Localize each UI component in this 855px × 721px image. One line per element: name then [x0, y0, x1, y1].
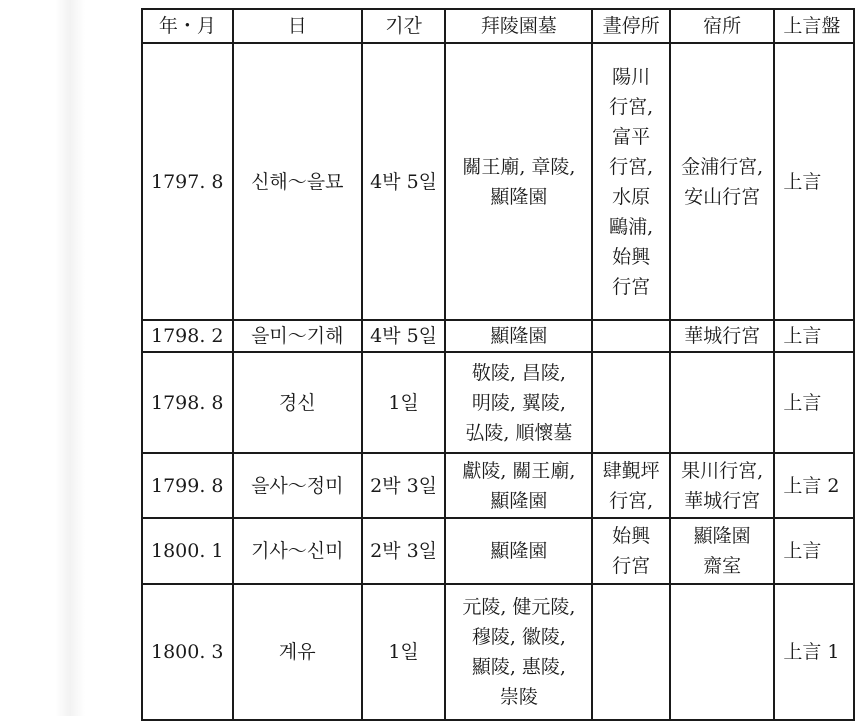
visits-line: 顯隆園 — [490, 540, 548, 562]
lodging-line: 華城行宮 — [684, 325, 761, 347]
month-cell: 1799. 8 — [142, 453, 233, 518]
visits-line: 崇陵 — [499, 686, 538, 708]
stop-cell — [592, 352, 669, 453]
stop-cell — [592, 584, 669, 720]
table-row — [142, 352, 854, 453]
petition-cell: 上言 1 — [774, 584, 854, 720]
lodging-line: 金浦行宮, — [681, 155, 764, 178]
visits-line: 顯陵, 惠陵, — [471, 656, 566, 678]
stop-line: 行宮 — [612, 555, 651, 577]
petition-cell: 上言 — [774, 320, 854, 352]
month-cell: 1798. 2 — [142, 320, 233, 352]
stop-cell — [592, 518, 669, 584]
visits-line: 元陵, 健元陵, — [462, 596, 576, 618]
table-row — [142, 518, 854, 584]
day-cell: 신해～을묘 — [233, 43, 362, 320]
lodging-cell — [670, 584, 774, 720]
table-row — [142, 43, 854, 320]
lodging-line: 齋室 — [703, 555, 742, 577]
royal-visits-table — [141, 8, 855, 721]
stop-line: 陽川 — [612, 65, 651, 88]
header-visits: 拜陵園墓 — [445, 9, 592, 43]
visits-line: 顯隆園 — [490, 489, 548, 512]
day-cell: 경신 — [233, 352, 362, 453]
month-cell: 1800. 1 — [142, 518, 233, 584]
petition-cell: 上言 2 — [774, 453, 854, 518]
header-petition: 上言盤 — [774, 9, 854, 43]
stop-cell — [592, 453, 669, 518]
petition-cell: 上言 — [774, 43, 854, 320]
day-cell: 기사～신미 — [233, 518, 362, 584]
lodging-line: 顯隆園 — [693, 525, 751, 547]
visits-line: 顯隆園 — [490, 185, 548, 208]
visits-line: 獻陵, 關王廟, — [462, 459, 576, 482]
lodging-line: 華城行宮 — [684, 489, 761, 512]
stop-line: 行宮, — [609, 95, 654, 118]
stop-line: 始興 — [612, 245, 651, 268]
table-row — [142, 453, 854, 518]
visits-cell — [445, 584, 592, 720]
lodging-cell — [670, 453, 774, 518]
day-cell: 계유 — [233, 584, 362, 720]
petition-cell: 上言 — [774, 518, 854, 584]
period-cell: 2박 3일 — [362, 518, 446, 584]
visits-line: 弘陵, 順懷墓 — [465, 421, 573, 444]
page-fold-shadow — [55, 0, 85, 716]
lodging-cell — [670, 320, 774, 352]
table-row — [142, 584, 854, 720]
stop-line: 肆覲坪 — [602, 459, 660, 482]
header-row — [142, 9, 854, 43]
visits-cell — [445, 43, 592, 320]
header-month: 年・月 — [142, 9, 233, 43]
day-cell: 을미～기해 — [233, 320, 362, 352]
stop-cell — [592, 320, 669, 352]
header-day: 日 — [233, 9, 362, 43]
visits-line: 穆陵, 徽陵, — [471, 626, 566, 648]
month-cell: 1797. 8 — [142, 43, 233, 320]
month-cell: 1800. 3 — [142, 584, 233, 720]
stop-line: 行宮, — [609, 489, 654, 512]
period-cell: 1일 — [362, 584, 446, 720]
header-midday-stop: 晝停所 — [592, 9, 669, 43]
day-cell: 을사～정미 — [233, 453, 362, 518]
visits-cell — [445, 453, 592, 518]
period-cell: 1일 — [362, 352, 446, 453]
visits-cell — [445, 320, 592, 352]
lodging-line: 安山行宮 — [684, 185, 761, 208]
lodging-line: 果川行宮, — [681, 459, 764, 482]
visits-line: 顯隆園 — [490, 325, 548, 347]
lodging-cell — [670, 352, 774, 453]
visits-line: 關王廟, 章陵, — [462, 155, 576, 178]
stop-cell — [592, 43, 669, 320]
visits-cell — [445, 352, 592, 453]
lodging-cell — [670, 518, 774, 584]
header-lodging: 宿所 — [670, 9, 774, 43]
stop-line: 富平 — [612, 125, 651, 148]
petition-cell: 上言 — [774, 352, 854, 453]
stop-line: 鷗浦, — [609, 215, 654, 238]
month-cell: 1798. 8 — [142, 352, 233, 453]
period-cell: 2박 3일 — [362, 453, 446, 518]
lodging-cell — [670, 43, 774, 320]
visits-line: 敬陵, 昌陵, — [471, 361, 566, 384]
table-row — [142, 320, 854, 352]
stop-line: 行宮 — [612, 275, 651, 298]
period-cell: 4박 5일 — [362, 320, 446, 352]
visits-cell — [445, 518, 592, 584]
stop-line: 水原 — [612, 185, 651, 208]
header-period: 기간 — [362, 9, 446, 43]
stop-line: 行宮, — [609, 155, 654, 178]
stop-line: 始興 — [612, 525, 651, 547]
visits-line: 明陵, 翼陵, — [471, 391, 566, 414]
period-cell: 4박 5일 — [362, 43, 446, 320]
